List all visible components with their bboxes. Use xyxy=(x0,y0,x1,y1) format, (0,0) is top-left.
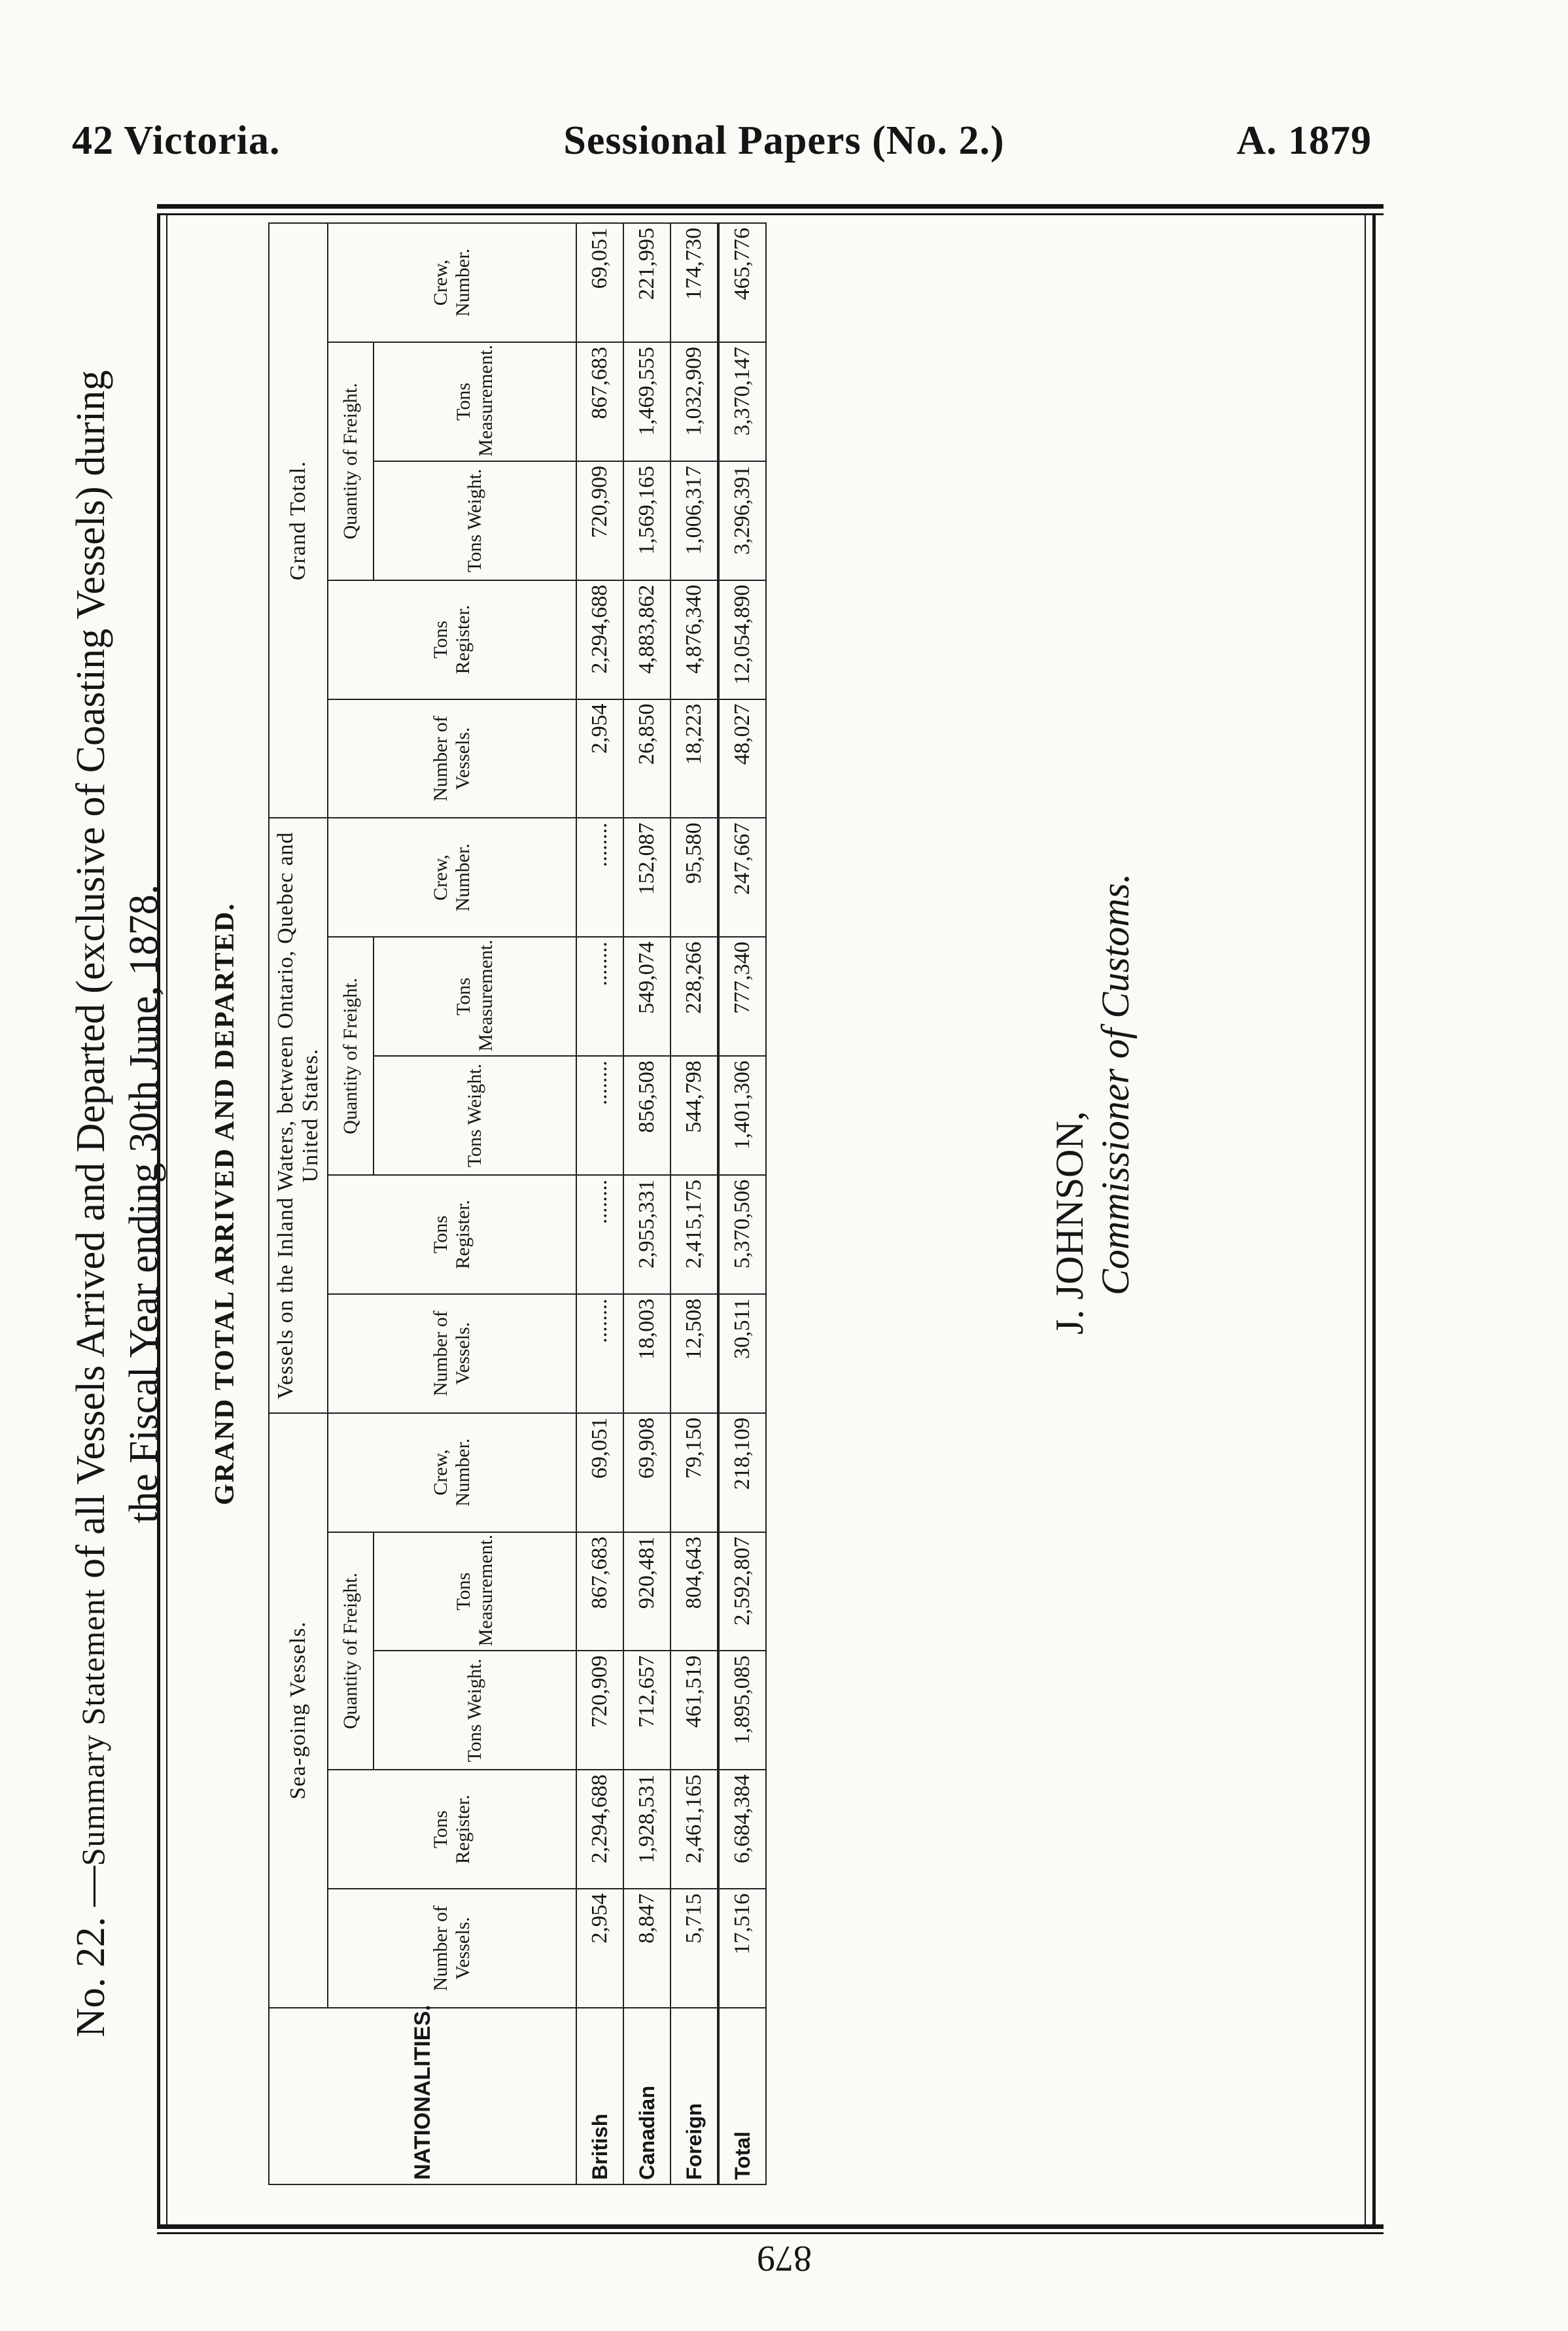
cell: 8,847 xyxy=(623,1889,671,2008)
col-header-crew: Crew, Number. xyxy=(328,223,576,342)
cell: ........ xyxy=(576,1175,623,1294)
cell: 3,370,147 xyxy=(718,342,766,461)
cell: 720,909 xyxy=(576,1651,623,1770)
col-header-weight: Tons Weight. xyxy=(374,1651,576,1770)
cell: 1,569,165 xyxy=(623,461,671,580)
cell: ........ xyxy=(576,937,623,1056)
cell: 218,109 xyxy=(718,1413,766,1532)
top-rule-thin xyxy=(157,213,1384,215)
cell: 174,730 xyxy=(671,223,718,342)
cell: 4,883,862 xyxy=(623,580,671,699)
col-header-measure: Tons Measurement. xyxy=(374,937,576,1056)
cell: 712,657 xyxy=(623,1651,671,1770)
cell: 18,003 xyxy=(623,1294,671,1413)
right-rule-thin xyxy=(1365,213,1366,2228)
cell: ........ xyxy=(576,1056,623,1175)
col-header-vessels: Number of Vessels. xyxy=(328,1294,576,1413)
cell: 1,895,085 xyxy=(718,1651,766,1770)
cell: 5,370,506 xyxy=(718,1175,766,1294)
col-header-weight: Tons Weight. xyxy=(374,1056,576,1175)
cell: 79,150 xyxy=(671,1413,718,1532)
cell: 2,294,688 xyxy=(576,1770,623,1889)
table-row-total xyxy=(718,223,766,2184)
cell: 95,580 xyxy=(671,818,718,937)
col-header-vessels: Number of Vessels. xyxy=(328,699,576,818)
cell: 720,909 xyxy=(576,461,623,580)
row-label-foreign: Foreign xyxy=(671,2008,718,2184)
cell: 1,032,909 xyxy=(671,342,718,461)
cell: 2,954 xyxy=(576,699,623,818)
cell: 69,051 xyxy=(576,223,623,342)
cell: 2,415,175 xyxy=(671,1175,718,1294)
cell: 2,592,807 xyxy=(718,1532,766,1651)
cell: 228,266 xyxy=(671,937,718,1056)
cell: 4,876,340 xyxy=(671,580,718,699)
col-header-crew: Crew, Number. xyxy=(328,1413,576,1532)
cell: 867,683 xyxy=(576,1532,623,1651)
grand-total-heading: GRAND TOTAL ARRIVED AND DEPARTED. xyxy=(210,902,240,1505)
table-row xyxy=(623,223,671,2184)
rotated-content xyxy=(65,222,1308,2185)
cell: 17,516 xyxy=(718,1889,766,2008)
row-label-total: Total xyxy=(718,2008,766,2184)
signature-name: J. JOHNSON, xyxy=(1048,1111,1091,1335)
col-header-register: Tons Register. xyxy=(328,580,576,699)
cell: 549,074 xyxy=(623,937,671,1056)
col-header-freight: Quantity of Freight. xyxy=(328,342,374,580)
top-rule xyxy=(157,204,1384,209)
cell: 12,508 xyxy=(671,1294,718,1413)
statement-heading: Summary Statement xyxy=(75,1588,111,1867)
col-header-vessels: Number of Vessels. xyxy=(328,1889,576,2008)
table-row xyxy=(576,223,623,2184)
cell: 1,469,555 xyxy=(623,342,671,461)
cell: 12,054,890 xyxy=(718,580,766,699)
cell: 3,296,391 xyxy=(718,461,766,580)
header-year: A. 1879 xyxy=(1236,118,1372,163)
cell: 777,340 xyxy=(718,937,766,1056)
cell: 867,683 xyxy=(576,342,623,461)
cell: 1,401,306 xyxy=(718,1056,766,1175)
col-header-crew: Crew, Number. xyxy=(328,818,576,937)
cell: 18,223 xyxy=(671,699,718,818)
bottom-rule-thin xyxy=(157,2232,1384,2234)
statement-number: No. 22. xyxy=(69,1916,113,2038)
summary-table xyxy=(268,222,767,2185)
cell: ........ xyxy=(576,1294,623,1413)
group-header-sea: Sea-going Vessels. xyxy=(269,1413,328,2008)
col-header-register: Tons Register. xyxy=(328,1175,576,1294)
col-header-nationalities: NATIONALITIES. xyxy=(269,2008,576,2184)
cell: 2,954 xyxy=(576,1889,623,2008)
col-header-weight: Tons Weight. xyxy=(374,461,576,580)
row-label-canadian: Canadian xyxy=(623,2008,671,2184)
cell: 69,908 xyxy=(623,1413,671,1532)
cell: 1,928,531 xyxy=(623,1770,671,1889)
bottom-rule xyxy=(157,2224,1384,2229)
cell: 2,294,688 xyxy=(576,580,623,699)
cell: 247,667 xyxy=(718,818,766,937)
signature-role: Commissioner of Customs. xyxy=(1094,873,1137,1295)
cell: 465,776 xyxy=(718,223,766,342)
cell: 5,715 xyxy=(671,1889,718,2008)
col-header-measure: Tons Measurement. xyxy=(374,1532,576,1651)
table-row xyxy=(671,223,718,2184)
statement-title: No. 22. —Summary Statement of all Vessels Arrived and Departed (exclusive of Coasting Vessels) during the Fiscal Year ending 30th June, 1878. xyxy=(69,370,166,2038)
cell: 2,955,331 xyxy=(623,1175,671,1294)
cell: 26,850 xyxy=(623,699,671,818)
cell: 2,461,165 xyxy=(671,1770,718,1889)
cell: 69,051 xyxy=(576,1413,623,1532)
cell: 804,643 xyxy=(671,1532,718,1651)
cell: 30,511 xyxy=(718,1294,766,1413)
cell: 221,995 xyxy=(623,223,671,342)
group-header-inland: Vessels on the Inland Waters, between Ontario, Quebec and United States. xyxy=(269,818,328,1412)
right-rule xyxy=(1372,213,1376,2228)
page-number: 879 xyxy=(756,2238,812,2279)
cell: 544,798 xyxy=(671,1056,718,1175)
col-header-measure: Tons Measurement. xyxy=(374,342,576,461)
header-title: Sessional Papers (No. 2.) xyxy=(563,118,1005,163)
cell: 1,006,317 xyxy=(671,461,718,580)
row-label-british: British xyxy=(576,2008,623,2184)
header-session: 42 Victoria. xyxy=(72,118,281,163)
cell: 6,684,384 xyxy=(718,1770,766,1889)
cell: ........ xyxy=(576,818,623,937)
group-header-grand: Grand Total. xyxy=(269,223,328,818)
col-header-register: Tons Register. xyxy=(328,1770,576,1889)
cell: 48,027 xyxy=(718,699,766,818)
cell: 152,087 xyxy=(623,818,671,937)
col-header-freight: Quantity of Freight. xyxy=(328,1532,374,1770)
cell: 856,508 xyxy=(623,1056,671,1175)
col-header-freight: Quantity of Freight. xyxy=(328,937,374,1175)
cell: 920,481 xyxy=(623,1532,671,1651)
signature-block xyxy=(1047,873,1138,1335)
cell: 461,519 xyxy=(671,1651,718,1770)
